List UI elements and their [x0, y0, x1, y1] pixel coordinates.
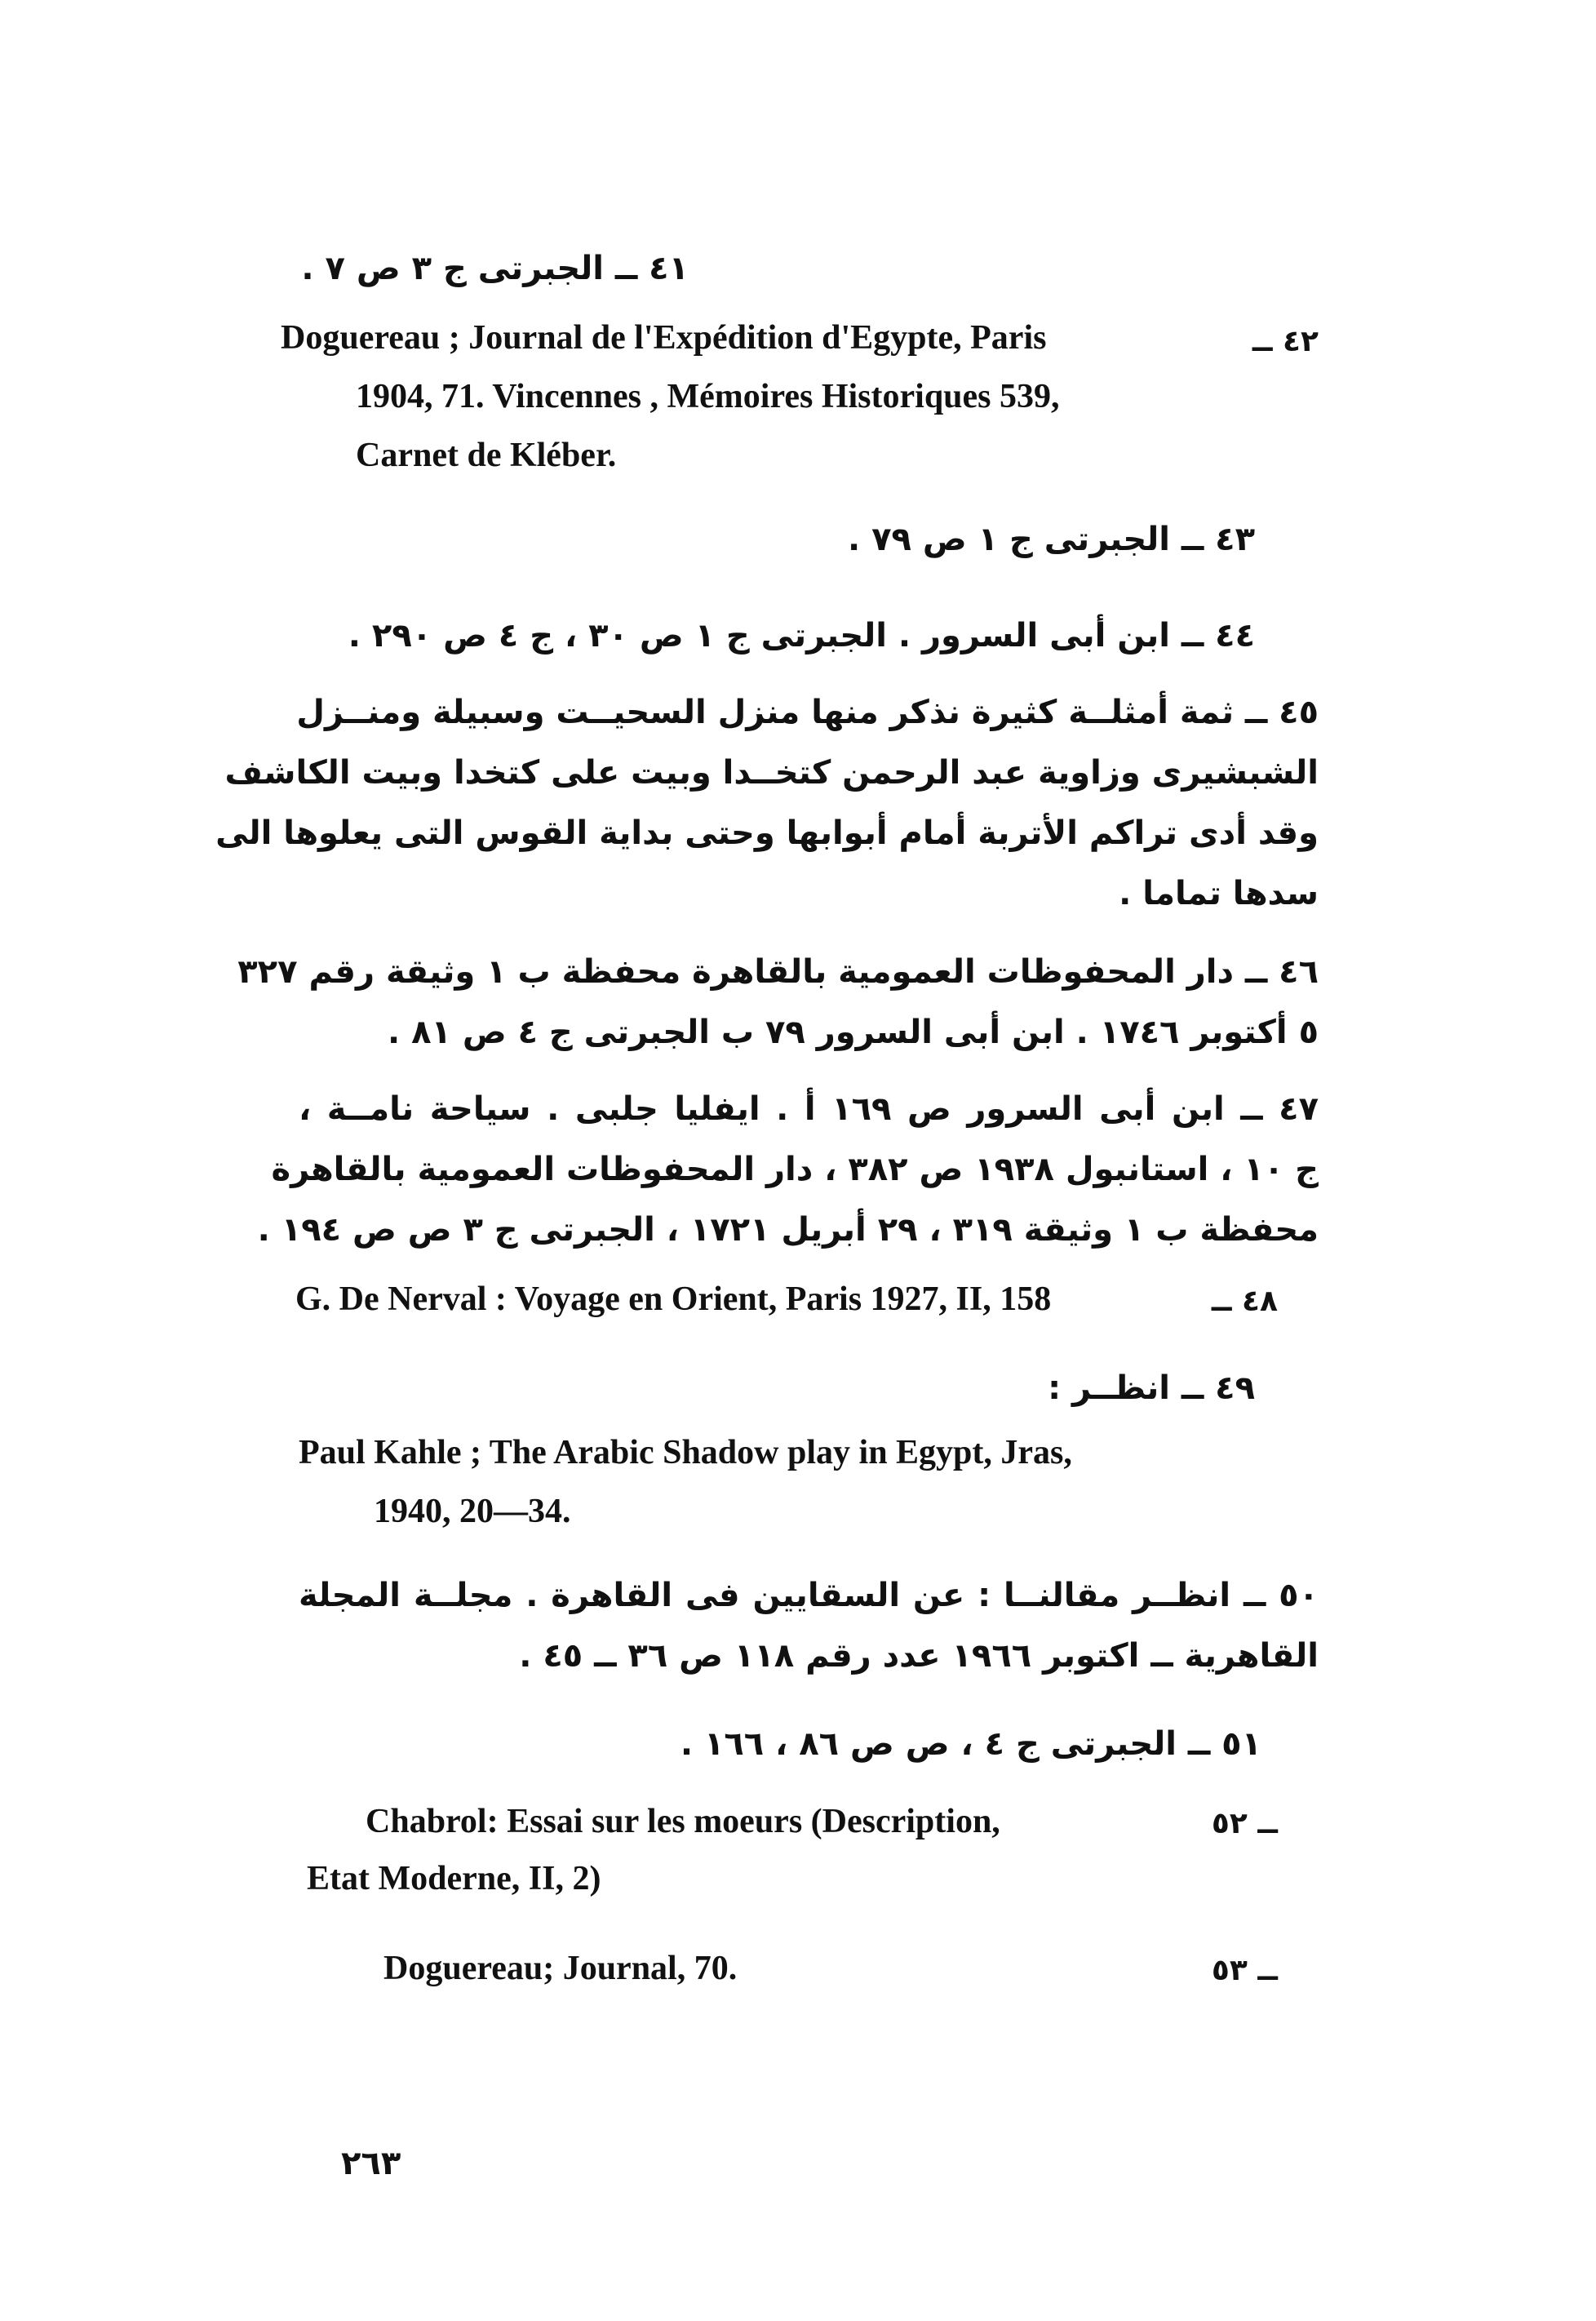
footnote-42 [281, 308, 1060, 485]
footnote-43: ٤٣ ــ الجبرتى ج ١ ص ٧٩ . [847, 521, 1255, 558]
footnote-41: ٤١ ــ الجبرتى ج ٣ ص ٧ . [301, 250, 689, 287]
footnote-47-line-1: ٤٧ ــ ابن أبى السرور ص ١٦٩ أ . ايفليا جلبى . سياحة نامــة ، [299, 1090, 1319, 1128]
footnote-52-line-1: Chabrol: Essai sur les moeurs (Description, [366, 1803, 1000, 1840]
footnote-45-line-1: ٤٥ ــ ثمة أمثلــة كثيرة نذكر منها منزل السحيــت وسبيلة ومنــزل [296, 694, 1319, 731]
footnote-42-line-1: Doguereau ; Journal de l'Expédition d'Egypte, Paris [281, 319, 1047, 357]
footnote-44: ٤٤ ــ ابن أبى السرور . الجبرتى ج ١ ص ٣٠ ، ج ٤ ص ٢٩٠ . [348, 617, 1255, 655]
footnote-47-line-2: ج ١٠ ، استانبول ١٩٣٨ ص ٣٨٢ ، دار المحفوظات العمومية بالقاهرة [271, 1151, 1319, 1188]
footnote-50-line-2: القاهرية ــ اكتوبر ١٩٦٦ عدد رقم ١١٨ ص ٣٦ ــ ٤٥ . [519, 1637, 1319, 1675]
footnote-53: Doguereau; Journal, 70. [383, 1950, 738, 1987]
footnote-50-line-1: ٥٠ ــ انظــر مقالنــا : عن السقايين فى القاهرة . مجلــة المجلة [299, 1577, 1319, 1614]
footnote-42-line-3: Carnet de Kléber. [356, 437, 617, 474]
footnote-49 [299, 1423, 1072, 1541]
footnote-42-line-2: 1904, 71. Vincennes , Mémoires Historiques 539, [356, 378, 1060, 415]
footnote-49-line-1: Paul Kahle ; The Arabic Shadow play in Egypt, Jras, [299, 1434, 1072, 1471]
footnote-45 [215, 682, 1319, 924]
footnote-45-line-3: وقد أدى تراكم الأتربة أمام أبوابها وحتى بداية القوس التى يعلوها الى [215, 814, 1319, 852]
footnote-45-line-2: الشبشيرى وزاوية عبد الرحمن كتخــدا وبيت على كتخدا وبيت الكاشف [224, 754, 1319, 792]
footnote-46-line-1: ٤٦ ــ دار المحفوظات العمومية بالقاهرة محفظة ب ١ وثيقة رقم ٣٢٧ [237, 953, 1319, 991]
footnote-51: ٥١ ــ الجبرتى ج ٤ ، ص ص ٨٦ ، ١٦٦ . [680, 1725, 1261, 1763]
footnote-48-number: ٤٨ ــ [1211, 1285, 1278, 1318]
footnote-47-line-3: محفظة ب ١ وثيقة ٣١٩ ، ٢٩ أبريل ١٧٢١ ، الجبرتى ج ٣ ص ص ١٩٤ . [257, 1211, 1319, 1249]
footnote-47 [257, 1079, 1319, 1260]
page-number: ٢٦٣ [341, 2145, 401, 2182]
footnote-48: G. De Nerval : Voyage en Orient, Paris 1927, II, 158 [295, 1280, 1052, 1318]
footnote-53-number: ــ ٥٣ [1211, 1954, 1278, 1987]
footnote-42-number: ٤٢ ــ [1252, 325, 1319, 358]
footnote-45-line-4: سدها تماما . [1119, 875, 1319, 912]
footnote-50 [299, 1565, 1319, 1686]
footnote-52-line-2: Etat Moderne, II, 2) [307, 1860, 601, 1897]
footnote-49-line-2: 1940, 20—34. [374, 1493, 571, 1530]
footnote-52-number: ــ ٥٢ [1211, 1807, 1278, 1840]
footnote-49-heading: ٤٩ ــ انظــر : [1048, 1369, 1255, 1407]
footnote-46 [237, 942, 1319, 1063]
footnote-46-line-2: ٥ أكتوبر ١٧٤٦ . ابن أبى السرور ٧٩ ب الجبرتى ج ٤ ص ٨١ . [387, 1014, 1319, 1051]
